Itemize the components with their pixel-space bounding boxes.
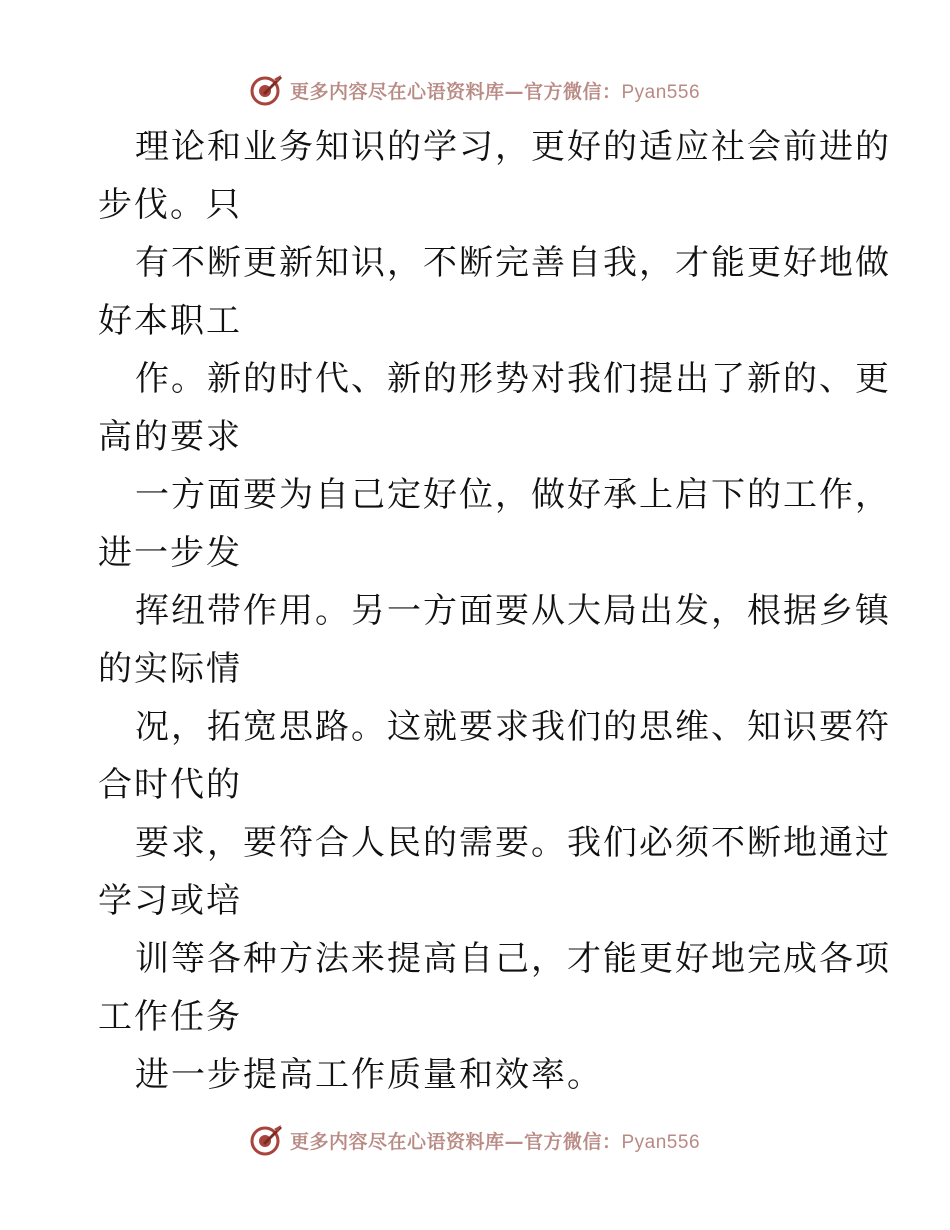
text-line: 学习或培 <box>98 881 242 921</box>
text-line: 挥纽带作用。另一方面要从大局出发，根据乡镇 <box>135 591 891 631</box>
watermark-text: 更多内容尽在心语资料库—官方微信：Pyan556 <box>289 1130 701 1153</box>
text-line: 合时代的 <box>98 765 242 805</box>
text-line: 作。新的时代、新的形势对我们提出了新的、更 <box>135 359 891 399</box>
text-line: 高的要求 <box>98 417 242 457</box>
text-line: 工作任务 <box>98 997 242 1037</box>
quill-logo-icon <box>250 1123 284 1157</box>
quill-logo-icon <box>250 73 284 107</box>
watermark-text: 更多内容尽在心语资料库—官方微信：Pyan556 <box>289 80 701 103</box>
header-watermark <box>0 70 950 110</box>
text-line: 好本职工 <box>98 301 242 341</box>
text-line: 进一步提高工作质量和效率。 <box>135 1055 603 1095</box>
footer-watermark <box>0 1120 950 1160</box>
text-line: 训等各种方法来提高自己，才能更好地完成各项 <box>135 939 891 979</box>
text-line: 一方面要为自己定好位，做好承上启下的工作， <box>135 475 891 515</box>
text-line: 步伐。只 <box>98 185 242 225</box>
text-line: 的实际情 <box>98 649 242 689</box>
text-line: 理论和业务知识的学习，更好的适应社会前进的 <box>135 127 891 167</box>
watermark-id: Pyan556 <box>621 1131 701 1153</box>
text-line: 况，拓宽思路。这就要求我们的思维、知识要符 <box>135 707 891 747</box>
watermark-id: Pyan556 <box>621 81 701 103</box>
text-line: 有不断更新知识，不断完善自我，才能更好地做 <box>135 243 891 283</box>
text-line: 要求，要符合人民的需要。我们必须不断地通过 <box>135 823 891 863</box>
document-body <box>98 118 891 1104</box>
text-line: 进一步发 <box>98 533 242 573</box>
